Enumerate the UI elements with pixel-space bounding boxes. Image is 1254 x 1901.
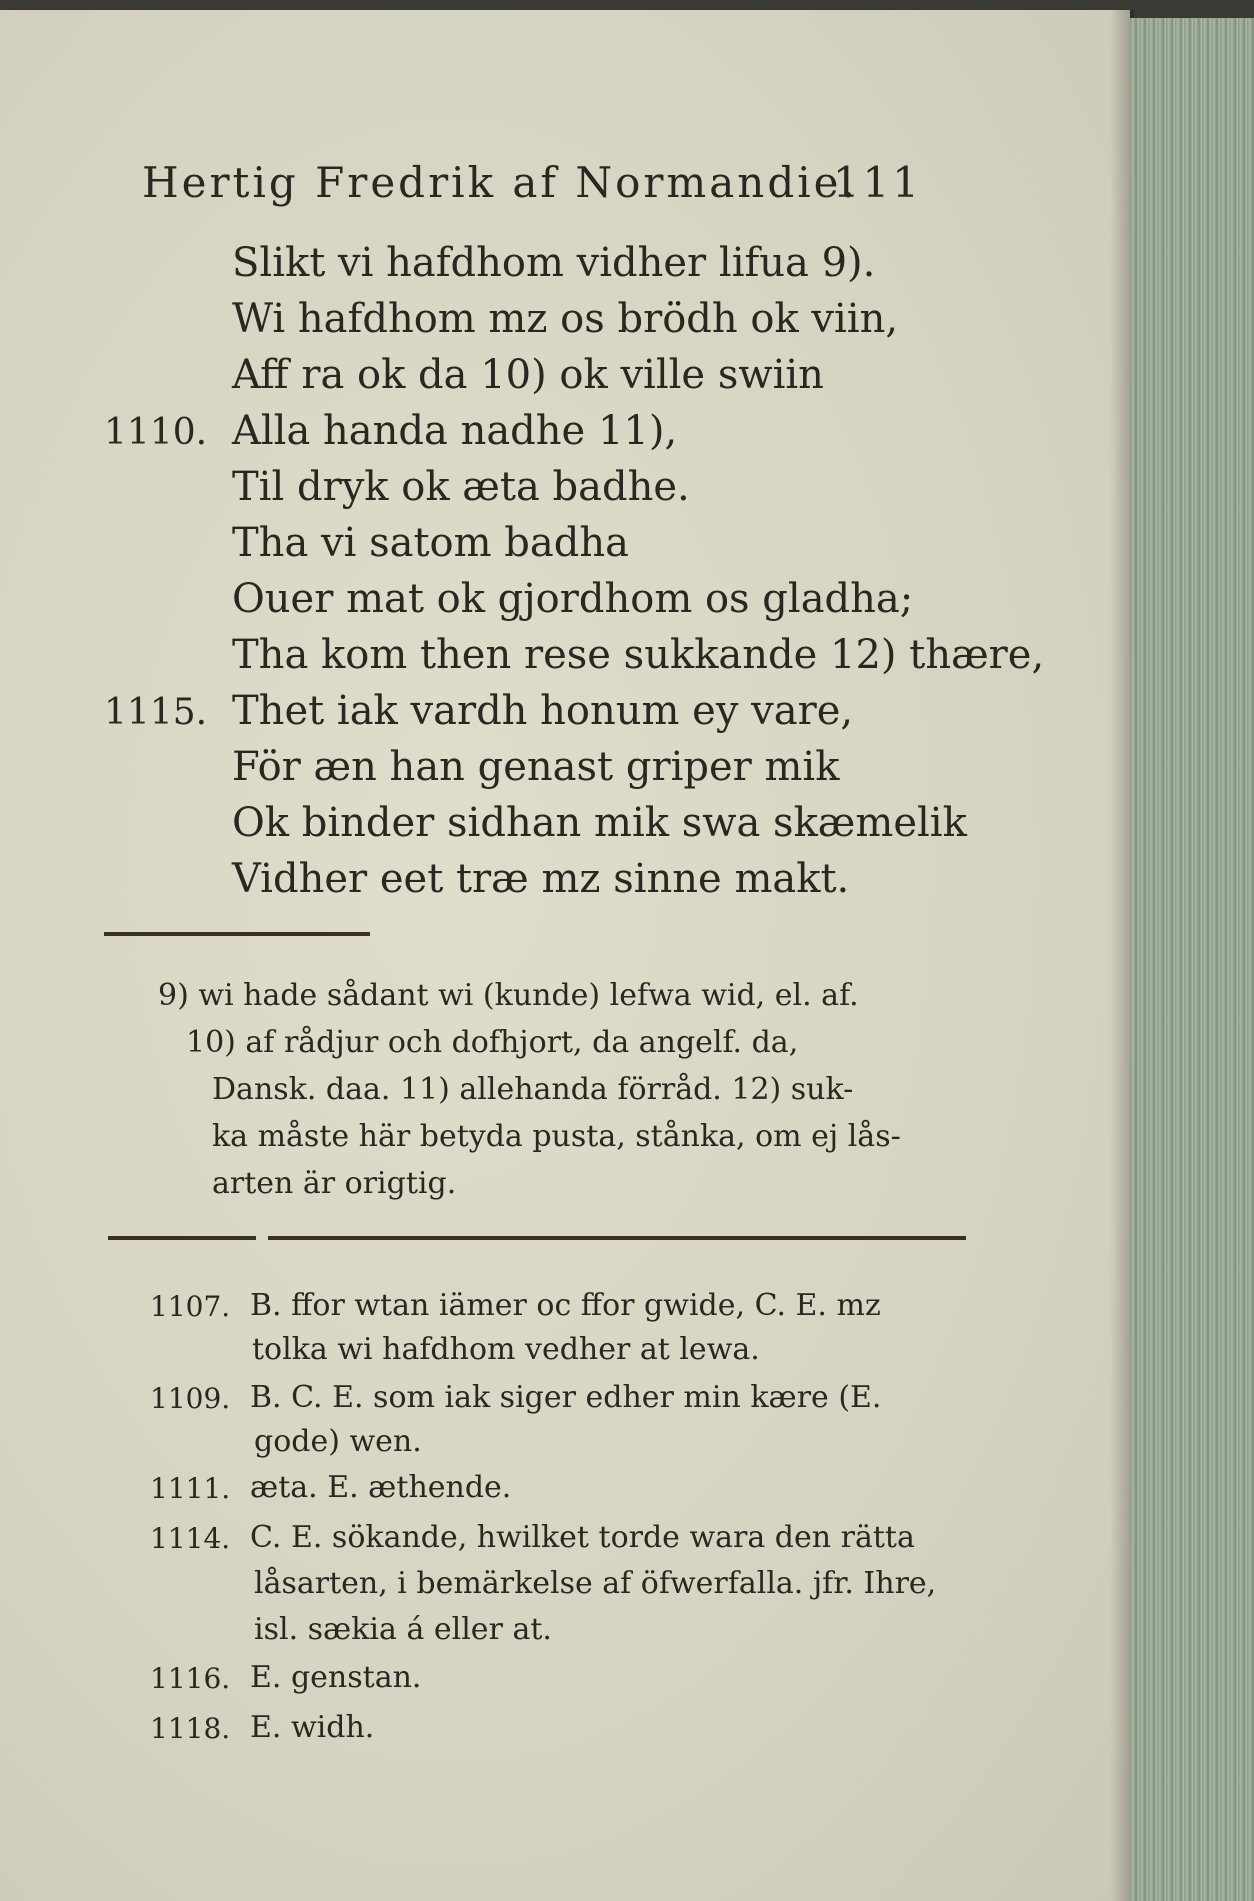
variant-text: låsarten, i bemärkelse af öfwerfalla. jfr. Ihre,: [254, 1566, 937, 1601]
footnote-line: 9) wi hade sådant wi (kunde) lefwa wid, el. af.: [158, 978, 859, 1013]
variant-text: E. widh.: [250, 1710, 375, 1745]
variant-text: gode) wen.: [254, 1424, 422, 1459]
variant-rule-right: [268, 1236, 966, 1240]
page-edges: [1130, 18, 1254, 1901]
variant-text: tolka wi hafdhom vedher at lewa.: [252, 1332, 760, 1367]
variant-text: C. E. sökande, hwilket torde wara den rätta: [250, 1520, 915, 1555]
footnote-line: Dansk. daa. 11) allehanda förråd. 12) suk-: [212, 1072, 854, 1107]
variant-line-number: 1118.: [150, 1712, 231, 1745]
verse-line: Thet iak vardh honum ey vare,: [232, 688, 854, 734]
line-number: 1115.: [104, 692, 208, 733]
variant-line-number: 1109.: [150, 1382, 231, 1415]
variant-text: E. genstan.: [250, 1660, 422, 1695]
variant-text: isl. sækia á eller at.: [254, 1612, 552, 1647]
footnote-line: ka måste här betyda pusta, stånka, om ej lås-: [212, 1119, 901, 1154]
verse-line: Alla handa nadhe 11),: [232, 408, 678, 454]
variant-text: B. ffor wtan iämer oc ffor gwide, C. E. mz: [250, 1288, 881, 1323]
header-title: Hertig Fredrik af Normandie.: [142, 158, 858, 207]
page-number: 111: [832, 158, 922, 207]
variant-text: æta. E. æthende.: [250, 1470, 512, 1505]
footnote-line: arten är origtig.: [212, 1166, 457, 1201]
variant-line-number: 1111.: [150, 1472, 231, 1505]
verse-line: Wi hafdhom mz os brödh ok viin,: [232, 296, 899, 342]
footnote-rule: [104, 932, 370, 936]
verse-line: Aff ra ok da 10) ok ville swiin: [232, 352, 824, 398]
line-number: 1110.: [104, 412, 208, 453]
book-page: [0, 10, 1130, 1901]
variant-line-number: 1116.: [150, 1662, 231, 1695]
verse-line: Slikt vi hafdhom vidher lifua 9).: [232, 240, 876, 286]
verse-line: Tha vi satom badha: [232, 520, 629, 566]
variant-line-number: 1114.: [150, 1522, 231, 1555]
variant-line-number: 1107.: [150, 1290, 231, 1323]
verse-line: För æn han genast griper mik: [232, 744, 840, 790]
footnote-line: 10) af rådjur och dofhjort, da angelf. da,: [186, 1025, 799, 1060]
verse-line: Til dryk ok æta badhe.: [232, 464, 690, 510]
verse-line: Ouer mat ok gjordhom os gladha;: [232, 576, 914, 622]
verse-line: Ok binder sidhan mik swa skæmelik: [232, 800, 967, 846]
variant-text: B. C. E. som iak siger edher min kære (E.: [250, 1380, 882, 1415]
running-header: [142, 158, 922, 207]
verse-line: Tha kom then rese sukkande 12) thære,: [232, 632, 1045, 678]
variant-rule-left: [108, 1236, 256, 1240]
verse-line: Vidher eet træ mz sinne makt.: [232, 856, 850, 902]
